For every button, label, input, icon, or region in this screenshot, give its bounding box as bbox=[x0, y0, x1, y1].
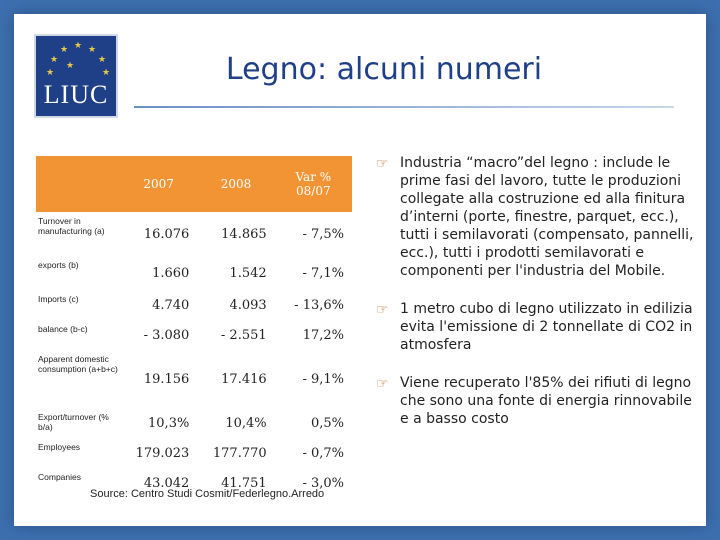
table-cell: 17,2% bbox=[302, 327, 344, 343]
table-cell: - 13,6% bbox=[294, 297, 344, 313]
table-cell: - 7,5% bbox=[302, 226, 344, 242]
liuc-logo bbox=[34, 34, 118, 118]
table-cell: 4.093 bbox=[229, 297, 267, 313]
table-cell: 4.740 bbox=[152, 297, 190, 313]
table-cell: 17.416 bbox=[221, 371, 267, 387]
slide bbox=[14, 14, 706, 526]
column-header: Var % 08/07 bbox=[275, 156, 352, 212]
bullet-text: 1 metro cubo di legno utilizzato in edilizia evita l'emissione di 2 tonnellate di CO2 in atmosfera bbox=[400, 301, 693, 353]
table-cell: 43.042 bbox=[143, 475, 190, 491]
star-icon: ★ bbox=[102, 68, 111, 78]
star-icon: ★ bbox=[60, 45, 69, 55]
pointing-hand-icon: ☞ bbox=[376, 156, 389, 172]
row-label: Apparent domestic consumption (a+b+c) bbox=[38, 354, 118, 374]
star-icon: ★ bbox=[46, 68, 55, 78]
row-label: Companies bbox=[38, 472, 81, 482]
table-cell: 41.751 bbox=[221, 475, 267, 491]
table-cell: 0,5% bbox=[310, 415, 344, 431]
table-cell: 1.660 bbox=[152, 265, 190, 281]
star-icon: ★ bbox=[98, 55, 107, 65]
column-header: 2008 bbox=[197, 156, 274, 212]
logo-text: LIUC bbox=[43, 80, 109, 109]
table-cell: - 7,1% bbox=[302, 265, 344, 281]
table-cell: - 3,0% bbox=[302, 475, 344, 491]
table-row bbox=[36, 256, 352, 290]
table-cell: 14.865 bbox=[221, 226, 267, 242]
bullet-text: Industria “macro”del legno : include le prime fasi del lavoro, tutte le produzioni collegate alla costruzione ed alla finitura d’interni (porte, finestre, parquet, ecc.), tutti i semilavorati (compensato, pannelli, ecc.), tutti i prodotti semilavorati e componenti per l'industria del Mobile. bbox=[400, 155, 694, 279]
statistics-table bbox=[36, 156, 352, 498]
table-cell: - 0,7% bbox=[302, 445, 344, 461]
bullet-item bbox=[374, 300, 704, 354]
table-row bbox=[36, 212, 352, 256]
star-icon: ★ bbox=[74, 41, 83, 51]
table-cell: 10,3% bbox=[148, 415, 190, 431]
row-label: Imports (c) bbox=[38, 294, 79, 304]
table-cell: - 2.551 bbox=[220, 327, 267, 343]
title-divider bbox=[134, 106, 674, 108]
table-cell: 10,4% bbox=[225, 415, 267, 431]
pointing-hand-icon: ☞ bbox=[376, 376, 389, 392]
table-cell: 19.156 bbox=[143, 371, 190, 387]
row-label: Employees bbox=[38, 442, 81, 452]
row-label: Export/turnover (% b/a) bbox=[38, 412, 109, 432]
table-header-row bbox=[36, 156, 352, 212]
table-row bbox=[36, 290, 352, 320]
star-icon: ★ bbox=[50, 55, 59, 65]
pointing-hand-icon: ☞ bbox=[376, 302, 389, 318]
table-row bbox=[36, 320, 352, 350]
bullet-text: Viene recuperato l'85% dei rifiuti di legno che sono una fonte di energia rinnovabile e a basso costo bbox=[400, 375, 692, 427]
table-header-blank bbox=[36, 156, 120, 212]
column-header: 2007 bbox=[120, 156, 197, 212]
row-label: exports (b) bbox=[38, 260, 79, 270]
table-row bbox=[36, 438, 352, 468]
table-cell: 177.770 bbox=[212, 445, 267, 461]
star-icon: ★ bbox=[88, 45, 97, 55]
row-label: Turnover in manufacturing (a) bbox=[38, 216, 105, 236]
bullet-item bbox=[374, 154, 704, 280]
table-cell: - 3.080 bbox=[143, 327, 190, 343]
table-row bbox=[36, 408, 352, 438]
bullet-list bbox=[374, 154, 704, 448]
table-cell: - 9,1% bbox=[302, 371, 344, 387]
row-label: balance (b-c) bbox=[38, 324, 88, 334]
star-icon: ★ bbox=[66, 61, 75, 71]
bullet-item bbox=[374, 374, 704, 428]
table-row bbox=[36, 350, 352, 408]
page-title: Legno: alcuni numeri bbox=[225, 52, 543, 87]
table-cell: 1.542 bbox=[229, 265, 267, 281]
source-note: Source: Centro Studi Cosmit/Federlegno.Arredo bbox=[90, 488, 325, 500]
table-cell: 179.023 bbox=[135, 445, 190, 461]
table-cell: 16.076 bbox=[143, 226, 190, 242]
